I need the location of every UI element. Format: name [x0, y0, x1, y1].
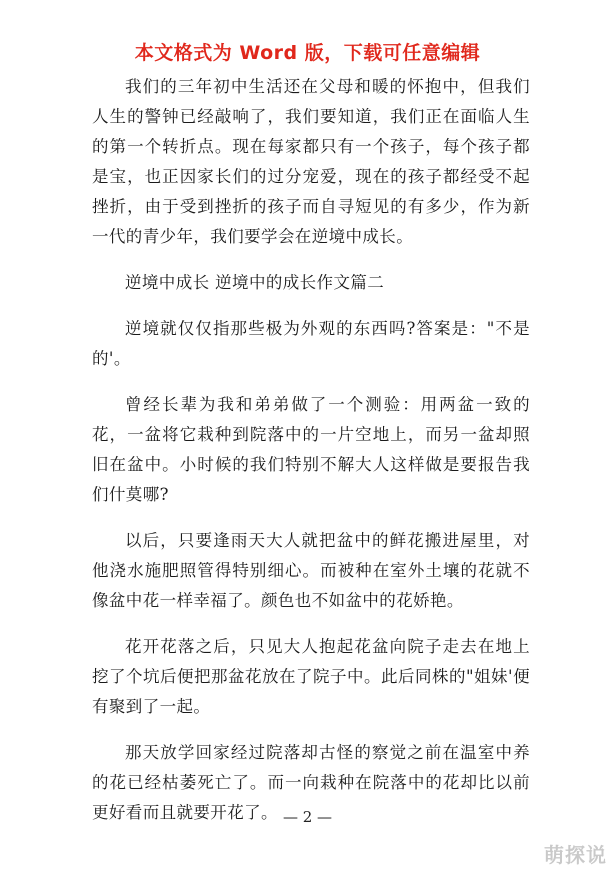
paragraph-outcome: 那天放学回家经过院落却古怪的察觉之前在温室中养的花已经枯萎死亡了。而一向栽种在院落中的花却比以前更好看而且就要开花了。: [92, 743, 530, 822]
document-title: 本文格式为 Word 版，下载可任意编辑: [134, 42, 481, 64]
document-body: [92, 72, 530, 828]
paragraph-experiment: 曾经长辈为我和弟弟做了一个测验：用两盆一致的花，一盆将它栽种到院落中的一片空地上，而另一盆却照旧在盆中。小时候的我们特别不解大人这样做是要报告我们什莫哪?: [92, 395, 530, 504]
paragraph-question: 逆境就仅仅指那些极为外观的东西吗?答案是："不是的'。: [92, 319, 530, 368]
page-number: — 2 —: [282, 808, 333, 826]
paragraph-intro: 我们的三年初中生活还在父母和暖的怀抱中，但我们人生的警钟已经敲响了，我们要知道，我们正在面临人生的第一个转折点。现在每家都只有一个孩子，每个孩子都是宝，也正因家长们的过分宠爱，现在的孩子都经受不起挫折，由于受到挫折的孩子而自寻短见的有多少，作为新一代的青少年，我们要学会在逆境中成长。: [92, 77, 530, 246]
paragraph-replant: 花开花落之后，只见大人抱起花盆向院子走去在地上挖了个坑后便把那盆花放在了院子中。此后同株的"姐妹'便有聚到了一起。: [92, 637, 530, 716]
paragraph-care: 以后，只要逢雨天大人就把盆中的鲜花搬进屋里，对他浇水施肥照管得特别细心。而被种在室外土壤的花就不像盆中花一样幸福了。颜色也不如盆中的花娇艳。: [92, 531, 530, 610]
watermark-logo: 萌探说: [544, 843, 607, 867]
section-heading: 逆境中成长 逆境中的成长作文篇二: [125, 273, 385, 292]
